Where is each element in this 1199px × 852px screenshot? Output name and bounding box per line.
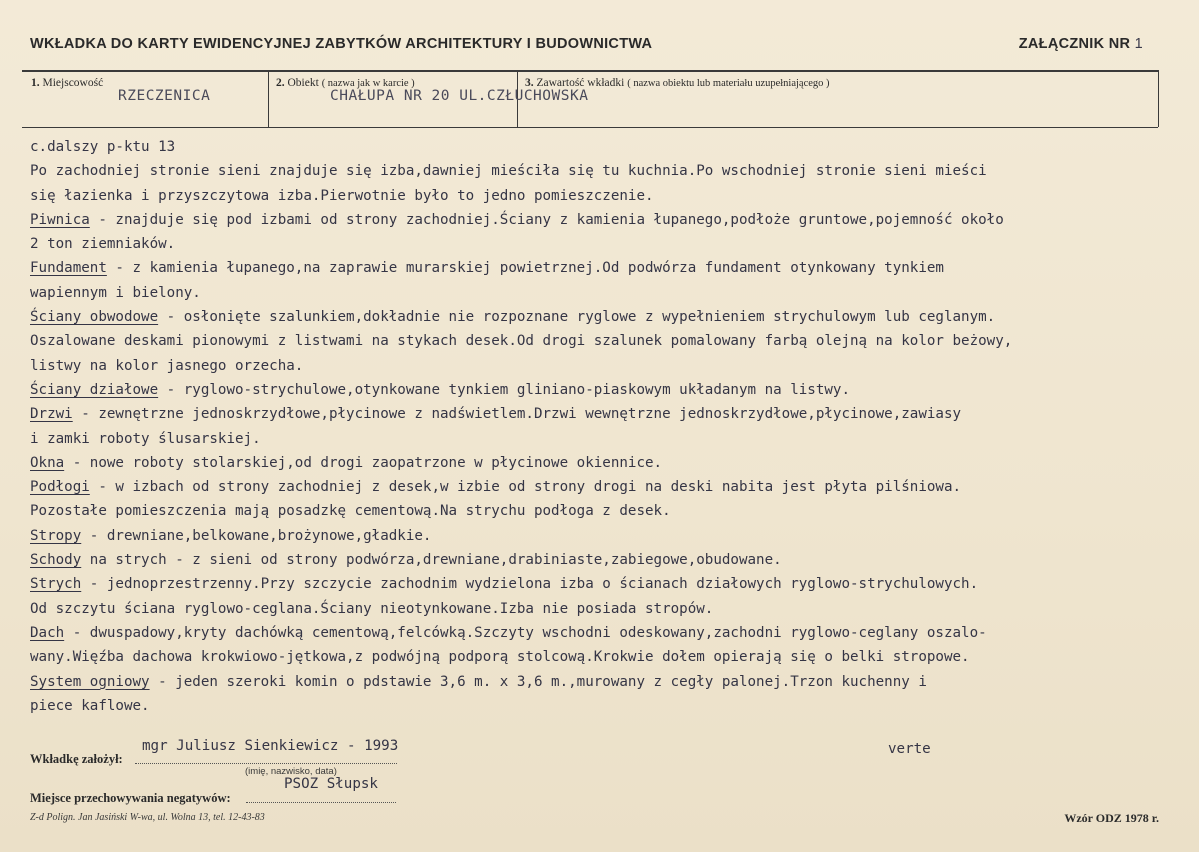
section-text: - osłonięte szalunkiem,dokładnie nie rozpoznane ryglowe z wypełnieniem strychulowym lub ceglanym. xyxy=(158,309,996,326)
section-text: - jeden szeroki komin o pdstawie 3,6 m. x 3,6 m.,murowany z cegły palonej.Trzon kuchenny i xyxy=(149,673,927,690)
field-right-border xyxy=(1158,70,1159,127)
section-text: wapiennym i bielony. xyxy=(30,284,201,301)
section-heading: Podłogi xyxy=(30,479,90,496)
description-line xyxy=(30,281,1180,305)
description-line xyxy=(30,621,1180,645)
description-line xyxy=(30,548,1180,572)
description-line xyxy=(30,451,1180,475)
verte-note: verte xyxy=(888,741,931,757)
section-text: wany.Więźba dachowa krokwiowo-jętkowa,z podwójną podporą stolcową.Krokwie dołem opierają się o belki stropowe. xyxy=(30,649,970,666)
description-text xyxy=(30,135,1180,718)
section-heading: Strych xyxy=(30,576,82,593)
negatives-value: PSOZ Słupsk xyxy=(284,776,378,792)
header-rule-bottom xyxy=(22,127,1158,128)
object-value: CHAŁUPA NR 20 UL.CZŁUCHOWSKA xyxy=(330,88,589,104)
description-line xyxy=(30,572,1180,596)
founder-value: mgr Juliusz Sienkiewicz - 1993 xyxy=(142,738,399,754)
section-text: i zamki roboty ślusarskiej. xyxy=(30,430,261,447)
section-heading: System ogniowy xyxy=(30,673,150,690)
founder-label: Wkładkę założył: xyxy=(30,752,123,766)
description-line xyxy=(30,305,1180,329)
section-text: Oszalowane deskami pionowymi z listwami na stykach desek.Od drogi szalunek pomalowany farbą olejną na kolor beżowy, xyxy=(30,333,1013,350)
negatives-label: Miejsce przechowywania negatywów: xyxy=(30,791,231,805)
locality-label: 1. Miejscowość xyxy=(31,77,104,89)
description-line xyxy=(30,645,1180,669)
description-line xyxy=(30,499,1180,523)
description-line xyxy=(30,208,1180,232)
attachment-number-value: 1 xyxy=(1134,36,1143,52)
description-line xyxy=(30,524,1180,548)
section-text: Od szczytu ściana ryglowo-ceglana.Ściany nieotynkowane.Izba nie posiada stropów. xyxy=(30,600,714,617)
description-line xyxy=(30,159,1180,183)
section-heading: Dach xyxy=(30,624,65,641)
section-text: c.dalszy p-ktu 13 xyxy=(30,139,176,155)
description-line xyxy=(30,378,1180,402)
section-heading: Ściany obwodowe xyxy=(30,309,159,326)
section-text: się łazienka i przyszczytowa izba.Pierwotnie było to jedno pomieszczenie. xyxy=(30,187,654,204)
section-text: listwy na kolor jasnego orzecha. xyxy=(30,357,304,374)
description-line xyxy=(30,184,1180,208)
section-text: - znajduje się pod izbami od strony zachodniej.Ściany z kamienia łupanego,podłoże gruntowe,pojemność około xyxy=(89,211,1004,228)
section-text: na strych - z sieni od strony podwórza,drewniane,drabiniaste,zabiegowe,obudowane. xyxy=(81,552,782,569)
section-text: - jednoprzestrzenny.Przy szczycie zachodnim wydzielona izba o ścianach działowych ryglowo-strychulowych. xyxy=(81,576,979,593)
section-heading: Stropy xyxy=(30,527,82,544)
description-line xyxy=(30,694,1180,718)
section-text: - ryglowo-strychulowe,otynkowane tynkiem gliniano-piaskowym układanym na listwy. xyxy=(158,381,850,398)
description-line xyxy=(30,427,1180,451)
header-rule-top xyxy=(22,70,1158,72)
section-text: Pozostałe pomieszczenia mają posadzkę cementową.Na strychu podłoga z desek. xyxy=(30,503,671,520)
description-line xyxy=(30,670,1180,694)
description-line xyxy=(30,256,1180,280)
card-title: WKŁADKA DO KARTY EWIDENCYJNEJ ZABYTKÓW ARCHITEKTURY I BUDOWNICTWA xyxy=(30,36,653,52)
description-line xyxy=(30,475,1180,499)
section-heading: Fundament xyxy=(30,260,107,277)
section-text: - z kamienia łupanego,na zaprawie murarskiej powietrznej.Od podwórza fundament otynkowany tynkiem xyxy=(106,260,944,277)
printer-imprint: Z-d Polign. Jan Jasiński W-wa, ul. Wolna 13, tel. 12-43-83 xyxy=(30,812,265,823)
contents-label: 3. Zawartość wkładki ( nazwa obiektu lub materiału uzupełniającego ) xyxy=(525,77,830,89)
section-text: - zewnętrzne jednoskrzydłowe,płycinowe z nadświetlem.Drzwi wewnętrzne jednoskrzydłowe,płycinowe,zawiasy xyxy=(72,406,962,423)
section-text: Po zachodniej stronie sieni znajduje się izba,dawniej mieściła się tu kuchnia.Po wschodniej stronie sieni mieści xyxy=(30,163,987,180)
form-model: Wzór ODZ 1978 r. xyxy=(1064,811,1159,825)
description-line xyxy=(30,402,1180,426)
description-line xyxy=(30,354,1180,378)
section-text: piece kaflowe. xyxy=(30,697,150,714)
founder-dotted-line xyxy=(135,763,397,764)
section-text: 2 ton ziemniaków. xyxy=(30,236,176,253)
section-text: - drewniane,belkowane,brożynowe,gładkie. xyxy=(81,527,432,544)
section-heading: Ściany działowe xyxy=(30,381,159,398)
section-heading: Drzwi xyxy=(30,406,73,423)
section-heading: Piwnica xyxy=(30,211,90,228)
section-text: - w izbach od strony zachodniej z desek,w izbie od strony drogi na deski nabita jest płyta pilśniowa. xyxy=(89,479,962,496)
founder-caption: (imię, nazwisko, data) xyxy=(245,766,337,777)
section-text: - dwuspadowy,kryty dachówką cementową,felcówką.Szczyty wschodni odeskowany,zachodni ryglowo-ceglany oszalo- xyxy=(64,624,987,641)
negatives-dotted-line xyxy=(246,802,396,803)
attachment-label: ZAŁĄCZNIK NR xyxy=(1018,36,1131,52)
description-line xyxy=(30,329,1180,353)
description-line xyxy=(30,232,1180,256)
locality-value: RZECZENICA xyxy=(118,88,211,104)
object-label: 2. Obiekt ( nazwa jak w karcie ) xyxy=(276,77,415,89)
field-divider-1 xyxy=(268,70,269,127)
section-text: - nowe roboty stolarskiej,od drogi zaopatrzone w płycinowe okiennice. xyxy=(64,454,663,471)
description-line xyxy=(30,135,1180,159)
attachment-number xyxy=(1019,36,1143,52)
section-heading: Schody xyxy=(30,552,82,569)
description-line xyxy=(30,597,1180,621)
section-heading: Okna xyxy=(30,454,65,471)
